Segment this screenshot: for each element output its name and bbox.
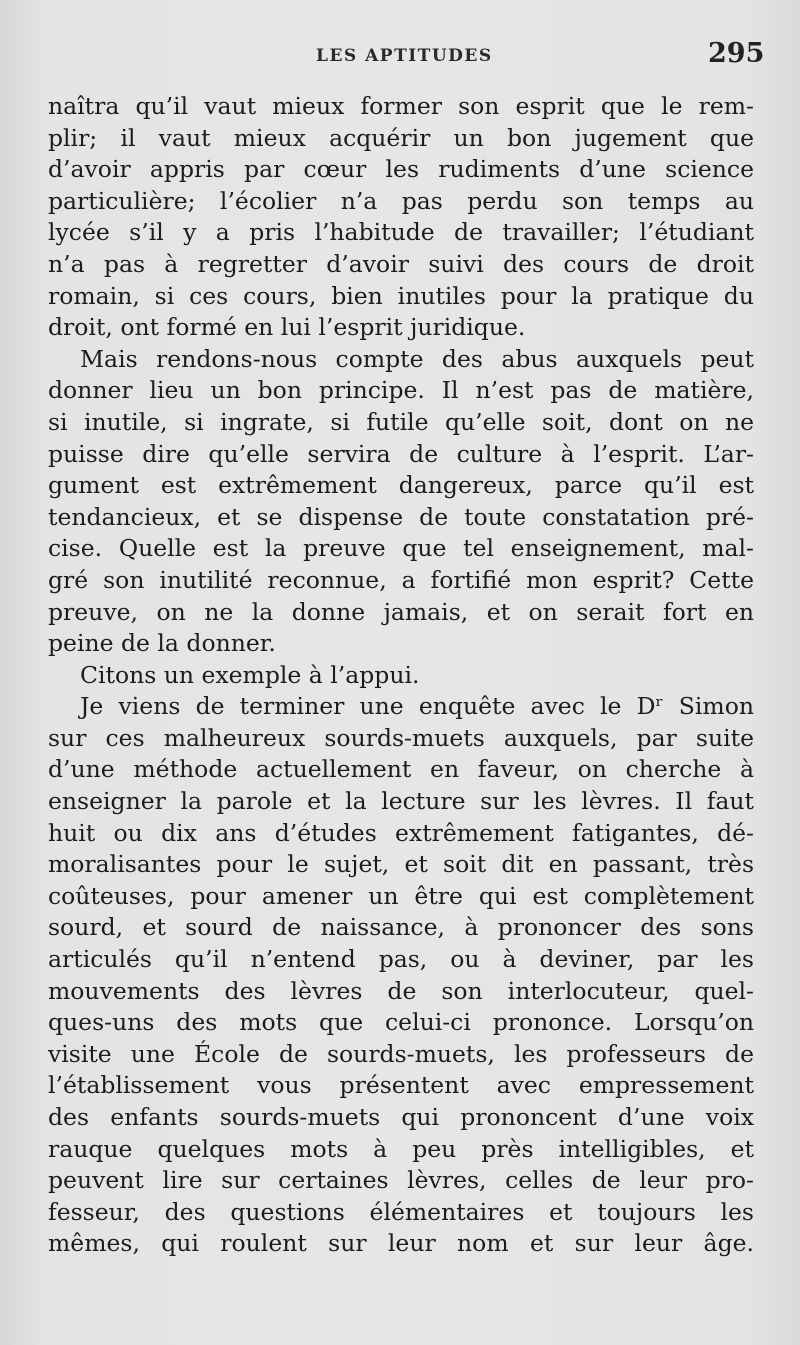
text-line: droit, ont formé en lui l’esprit juridique. [48,313,526,342]
text-line: Citons un exemple à l’appui. [80,660,420,689]
text-line: gument est extrêmement dangereux, parce qu’il est [48,471,754,500]
text-line: rauque quelques mots à peu près intelligibles, et [48,1134,754,1163]
text-line: puisse dire qu’elle servira de culture à l’esprit. L’ar- [48,439,754,468]
text-line: donner lieu un bon principe. Il n’est pas de matière, [48,376,754,405]
text-line: sourd, et sourd de naissance, à prononcer des sons [48,913,754,942]
text-line: si inutile, si ingrate, si futile qu’elle soit, dont on ne [48,407,754,436]
text-line: lycée s’il y a pris l’habitude de travailler; l’étudiant [48,218,754,247]
text-line: sur ces malheureux sourds-muets auxquels, par suite [48,723,754,752]
text-line: moralisantes pour le sujet, et soit dit en passant, très [48,850,754,879]
text-line: mouvements des lèvres de son interlocuteur, quel- [48,976,754,1005]
text-line: preuve, on ne la donne jamais, et on serait fort en [48,597,754,626]
page-number: 295 [708,38,765,69]
body-text [48,91,754,1260]
text-line: coûteuses, pour amener un être qui est complètement [48,881,754,910]
text-line: romain, si ces cours, bien inutiles pour la pratique du [48,281,754,310]
text-line: particulière; l’écolier n’a pas perdu son temps au [48,186,754,215]
running-title: LES APTITUDES [316,46,493,66]
text-line: des enfants sourds-muets qui prononcent d’une voix [48,1103,754,1131]
text-line: naîtra qu’il vaut mieux former son esprit que le rem- [48,92,754,120]
text-line: Mais rendons-nous compte des abus auxquels peut [80,344,754,373]
text-line: visite une École de sourds-muets, les professeurs de [48,1039,754,1068]
text-line: gré son inutilité reconnue, a fortifié mon esprit? Cette [48,565,754,594]
text-line: huit ou dix ans d’études extrêmement fatigantes, dé- [48,818,754,847]
text-line: peine de la donner. [48,629,276,658]
text-line: l’établissement vous présentent avec empressement [48,1071,754,1100]
text-line: mêmes, qui roulent sur leur nom et sur leur âge. [48,1229,754,1258]
text-line: fesseur, des questions élémentaires et toujours les [48,1197,754,1226]
text-line: plir; il vaut mieux acquérir un bon jugement que [48,123,754,152]
text-line: peuvent lire sur certaines lèvres, celles de leur pro- [48,1166,754,1195]
text-line: Je viens de terminer une enquête avec le Dʳ Simon [80,692,754,721]
text-line: n’a pas à regretter d’avoir suivi des cours de droit [48,249,754,278]
text-line: ques-uns des mots que celui-ci prononce. Lorsqu’on [48,1008,754,1037]
text-line: tendancieux, et se dispense de toute constatation pré- [48,502,754,531]
text-line: cise. Quelle est la preuve que tel enseignement, mal- [48,534,754,563]
text-line: articulés qu’il n’entend pas, ou à deviner, par les [48,945,754,974]
text-line: enseigner la parole et la lecture sur les lèvres. Il faut [48,787,754,816]
text-line: d’avoir appris par cœur les rudiments d’une science [48,155,754,184]
text-line: d’une méthode actuellement en faveur, on cherche à [48,755,754,784]
page-header [0,38,800,78]
